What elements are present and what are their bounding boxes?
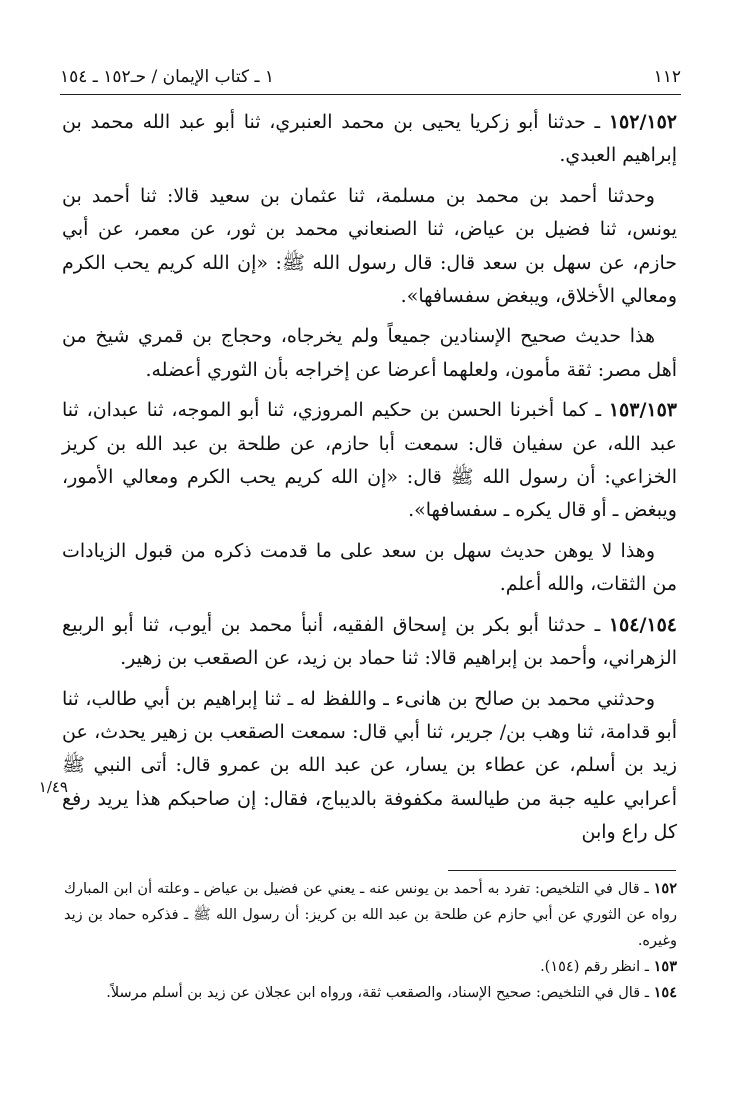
footnote-divider — [448, 870, 676, 871]
footnotes — [64, 876, 677, 1006]
paragraph-154-chain-a — [62, 609, 677, 676]
page-number: ١١٢ — [653, 67, 681, 87]
footnote-number: ١٥٢ — [653, 880, 677, 897]
paragraph-152-chain-b — [62, 180, 677, 314]
main-text — [62, 106, 677, 857]
footnote-text: ـ انظر رقم (١٥٤). — [540, 959, 654, 975]
hadith-number: ١٥٣/١٥٣ — [608, 399, 677, 422]
page-header — [60, 64, 681, 90]
footnote-text: ـ قال في التلخيص: صحيح الإسناد، والصقعب ثقة، ورواه ابن عجلان عن زيد بن أسلم مرسلاً. — [106, 985, 654, 1001]
hadith-number: ١٥٢/١٥٢ — [608, 111, 677, 133]
running-title: ١ ـ كتاب الإيمان / حـ١٥٢ ـ ١٥٤ — [60, 67, 275, 87]
paragraph-154-chain-b — [62, 683, 677, 850]
paragraph-152-chain-a — [62, 106, 677, 173]
paragraph-text: وحدثنا أحمد بن محمد بن مسلمة، ثنا عثمان بن سعيد قالا: ثنا أحمد بن يونس، ثنا فضيل بن عياض، ثنا الصنعاني محمد بن ثور، عن معمر، عن أبي حازم، عن سهل بن سعد قال: قال رسول الله ﷺ: «إن الله كريم يحب الكرم ومعالي الأخلاق، ويبغض سفسافها». — [62, 184, 677, 308]
footnote-text: ـ قال في التلخيص: تفرد به أحمد بن يونس عنه ـ يعني عن فضيل بن عياض ـ وعلته أن ابن المبارك رواه عن الثوري عن أبي حازم عن طلحة بن عبد الله بن كريز: أن رسول الله ﷺ ـ فذكره حماد بن زيد وغيره. — [64, 881, 677, 949]
paragraph-text: ـ كما أخبرنا الحسن بن حكيم المروزي، ثنا أبو الموجه، ثنا عبدان، ثنا عبد الله، عن سفيان قال: سمعت أبا حازم، عن طلحة بن عبد الله بن كريز الخزاعي: أن رسول الله ﷺ قال: «إن الله كريم يحب الكرم ومعالي الأمور، ويبغض ـ أو قال يكره ـ سفسافها». — [62, 399, 677, 522]
paragraph-text: هذا حديث صحيح الإسنادين جميعاً ولم يخرجاه، وحجاج بن قمري شيخ من أهل مصر: ثقة مأمون، ولعلهما أعرضا عن إخراجه بأن الثوري أعضله. — [62, 325, 677, 381]
paragraph-153-commentary — [62, 535, 677, 602]
paragraph-text: ـ حدثنا أبو بكر بن إسحاق الفقيه، أنبأ محمد بن أيوب، ثنا أبو الربيع الزهراني، وأحمد بن إبراهيم قالا: ثنا حماد بن زيد، عن الصقعب بن زهير. — [62, 613, 677, 670]
paragraph-text: وهذا لا يوهن حديث سهل بن سعد على ما قدمت ذكره من قبول الزيادات من الثقات، والله أعلم. — [62, 539, 677, 596]
footnote-number: ١٥٣ — [653, 958, 677, 975]
footnote-153 — [64, 954, 677, 980]
footnote-154 — [64, 980, 677, 1006]
paragraph-153 — [62, 394, 677, 528]
footnote-number: ١٥٤ — [653, 984, 677, 1001]
paragraph-text: ـ حدثنا أبو زكريا يحيى بن محمد العنبري، ثنا أبو عبد الله محمد بن إبراهيم العبدي. — [62, 111, 677, 167]
hadith-number: ١٥٤/١٥٤ — [608, 613, 677, 636]
footnote-152 — [64, 876, 677, 954]
header-divider — [60, 94, 681, 95]
paragraph-152-commentary — [62, 320, 677, 387]
margin-manuscript-reference: ١/٤٩ — [38, 778, 68, 796]
paragraph-text: وحدثني محمد بن صالح بن هانىء ـ واللفظ له ـ ثنا إبراهيم بن أبي طالب، ثنا أبو قدامة، ثنا وهب بن/ جرير، ثنا أبي قال: سمعت الصقعب بن زهير يحدث، عن زيد بن أسلم، عن عطاء بن يسار، عن عبد الله بن عمرو قال: أتى النبي ﷺ أعرابي عليه جبة من طيالسة مكفوفة بالديباج، فقال: إن صاحبكم هذا يريد رفع كل راع وابن — [62, 687, 677, 844]
